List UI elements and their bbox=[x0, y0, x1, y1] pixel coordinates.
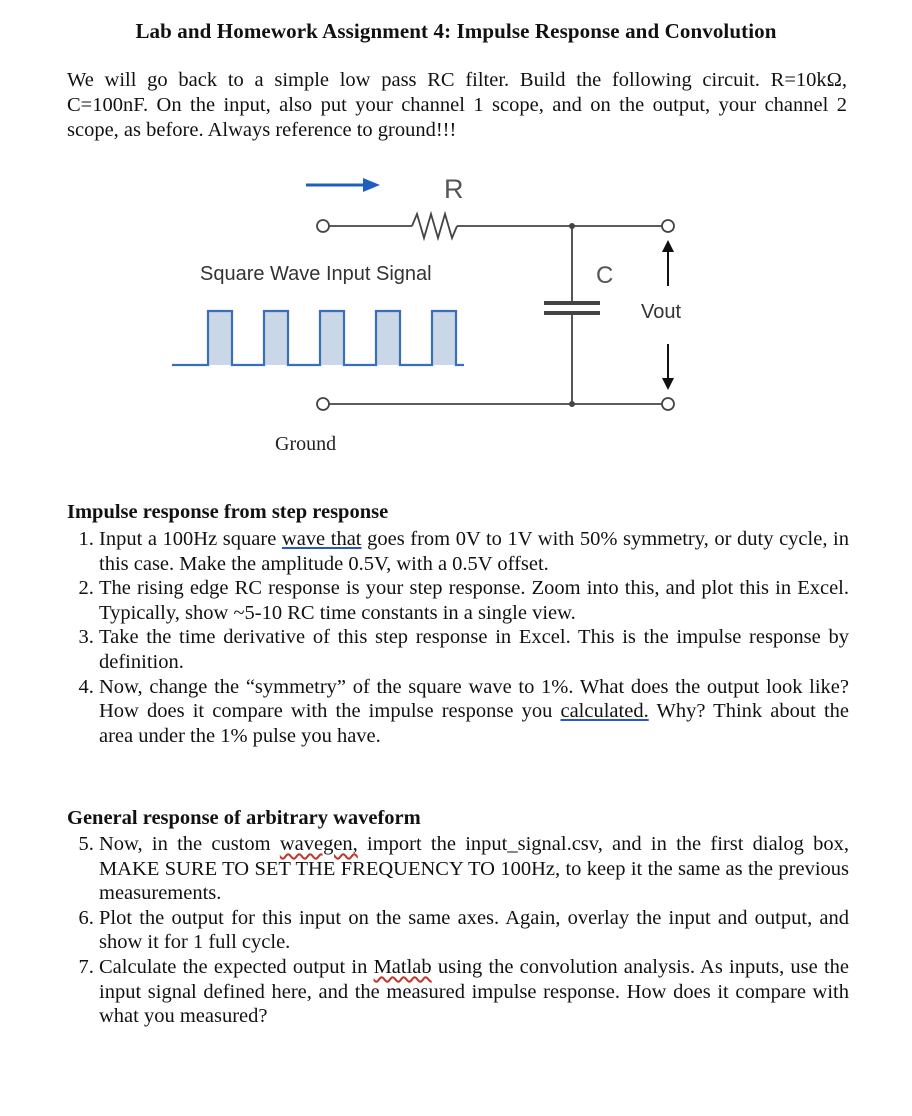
item-text: Calculate the expected output in bbox=[99, 955, 374, 978]
item-text: Now, in the custom bbox=[99, 833, 280, 855]
item-text-misspelled: Matlab bbox=[373, 955, 432, 978]
list-item: 3. Take the time derivative of this step response in Excel. This is the impulse response by definition. bbox=[99, 625, 849, 674]
input-arrow-icon bbox=[306, 178, 380, 192]
vout-label: Vout bbox=[641, 301, 682, 323]
section-title-general: General response of arbitrary waveform bbox=[67, 807, 421, 829]
resistor-icon bbox=[412, 214, 457, 238]
impulse-steps-list bbox=[67, 527, 849, 748]
item-text-underlined: calculated. bbox=[560, 700, 649, 723]
ground-label: Ground bbox=[275, 433, 337, 455]
bottom-wire bbox=[317, 223, 674, 410]
item-text-underlined: wave that bbox=[281, 528, 362, 550]
page-title: Lab and Homework Assignment 4: Impulse Response and Convolution bbox=[135, 19, 777, 43]
capacitor-label: C bbox=[596, 262, 614, 289]
item-text: using the convolution analysis. As inputs, use the input signal defined here, and the measured impulse response. How does it compare with what you measured? bbox=[99, 955, 849, 1028]
intro-paragraph: We will go back to a simple low pass RC filter. Build the following circuit. R=10kΩ, C=100nF. On the input, also put your channel 1 scope, and on the output, your channel 2 scope, as before. Always reference to ground!!! bbox=[67, 69, 847, 141]
section-title-impulse: Impulse response from step response bbox=[67, 501, 389, 523]
input-signal-label: Square Wave Input Signal bbox=[200, 263, 432, 285]
top-wire bbox=[317, 214, 674, 238]
circuit-drawing bbox=[0, 160, 912, 470]
general-steps-list bbox=[67, 832, 849, 1029]
list-item: 2. The rising edge RC response is your step response. Zoom into this, and plot this in Excel. Typically, show ~5-10 RC time constants in a single view. bbox=[99, 576, 849, 625]
item-text: Why? Think about the area under the 1% pulse you have. bbox=[99, 700, 850, 747]
capacitor-icon bbox=[544, 226, 600, 404]
list-item bbox=[99, 832, 849, 906]
list-item: 6. Plot the output for this input on the same axes. Again, overlay the input and output, and show it for 1 full cycle. bbox=[99, 906, 849, 955]
item-text-misspelled: wavegen, bbox=[279, 833, 358, 855]
item-text: import the input_signal.csv, and in the first dialog box, MAKE SURE TO SET THE FREQUENCY TO 100Hz, to keep it the same as the previous measurements. bbox=[99, 833, 849, 905]
list-item bbox=[99, 675, 849, 749]
item-text: Input a 100Hz square bbox=[99, 528, 282, 550]
resistor-label: R bbox=[444, 174, 464, 204]
square-wave-icon bbox=[172, 311, 464, 365]
rc-circuit-diagram bbox=[0, 160, 912, 470]
list-item bbox=[99, 955, 849, 1029]
list-item bbox=[99, 527, 849, 576]
item-text: goes from 0V to 1V with 50% symmetry, or duty cycle, in this case. Make the amplitude 0.5V, with a 0.5V offset. bbox=[99, 528, 849, 575]
item-text: Now, change the “symmetry” of the square wave to 1%. What does the output look like? How does it compare with the impulse response you bbox=[99, 675, 849, 723]
